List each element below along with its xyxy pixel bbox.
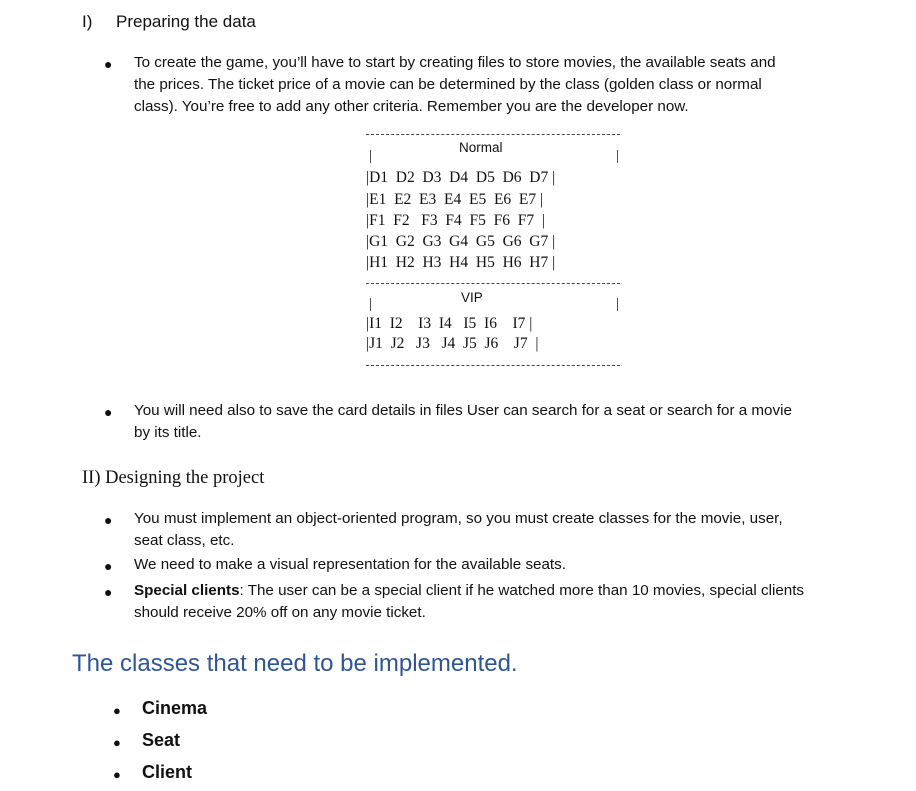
- bullet-icon: ●: [113, 767, 121, 782]
- classes-heading: The classes that need to be implemented.: [72, 650, 518, 677]
- frame-edge: |: [616, 148, 620, 164]
- divider: [366, 134, 620, 135]
- bullet-icon: ●: [104, 558, 113, 574]
- bullet-icon: ●: [104, 404, 113, 420]
- normal-class-label: Normal: [459, 140, 503, 155]
- bullet-text-visual: We need to make a visual representation for the available seats.: [134, 556, 566, 573]
- section-1-title: Preparing the data: [116, 12, 256, 31]
- bullet-icon: ●: [104, 584, 113, 600]
- bullet-text-oop: You must implement an object-oriented program, so you must create classes for the movie, user, seat class, etc.: [134, 510, 783, 549]
- section-1-heading: [82, 12, 256, 32]
- section-2-title: Designing the project: [105, 468, 265, 488]
- seat-row-j: |J1 J2 J3 J4 J5 J6 J7 |: [366, 335, 539, 352]
- class-item-cinema: Cinema: [142, 698, 208, 718]
- section-2-heading: [82, 468, 264, 489]
- bullet-text-card-details: You will need also to save the card details in files User can search for a seat or search for a movie by its title.: [134, 402, 792, 441]
- seat-diagram: [366, 134, 622, 372]
- section-1-number: I): [82, 12, 93, 31]
- vip-class-label: VIP: [461, 290, 483, 305]
- seat-row-e: |E1 E2 E3 E4 E5 E6 E7 |: [366, 191, 544, 208]
- frame-edge: |: [369, 296, 373, 312]
- bullet-icon: ●: [104, 512, 113, 528]
- section-2-number: II): [82, 468, 101, 488]
- class-item-client: Client: [142, 762, 193, 782]
- bullet-text-data-files: To create the game, you’ll have to start by creating files to store movies, the available seats and the prices. The ticket price of a movie can be determined by the class (golden class or normal class). You’re free to add any other criteria. Remember you are the developer now.: [134, 54, 776, 115]
- divider: [366, 365, 620, 366]
- seat-row-d: |D1 D2 D3 D4 D5 D6 D7 |: [366, 169, 556, 186]
- frame-edge: |: [369, 148, 373, 164]
- seat-row-i: |I1 I2 I3 I4 I5 I6 I7 |: [366, 315, 533, 332]
- seat-row-f: |F1 F2 F3 F4 F5 F6 F7 |: [366, 212, 545, 229]
- bullet-icon: ●: [113, 735, 121, 750]
- class-item-seat: Seat: [142, 730, 181, 750]
- frame-edge: |: [616, 296, 620, 312]
- bullet-text-special-clients: Special clients: The user can be a special client if he watched more than 10 movies, special clients should receive 20% off on any movie ticket.: [134, 582, 805, 621]
- bullet-icon: ●: [104, 56, 113, 72]
- divider: [366, 283, 620, 284]
- seat-row-h: |H1 H2 H3 H4 H5 H6 H7 |: [366, 254, 556, 271]
- bullet-icon: ●: [113, 703, 121, 718]
- seat-row-g: |G1 G2 G3 G4 G5 G6 G7 |: [366, 233, 556, 250]
